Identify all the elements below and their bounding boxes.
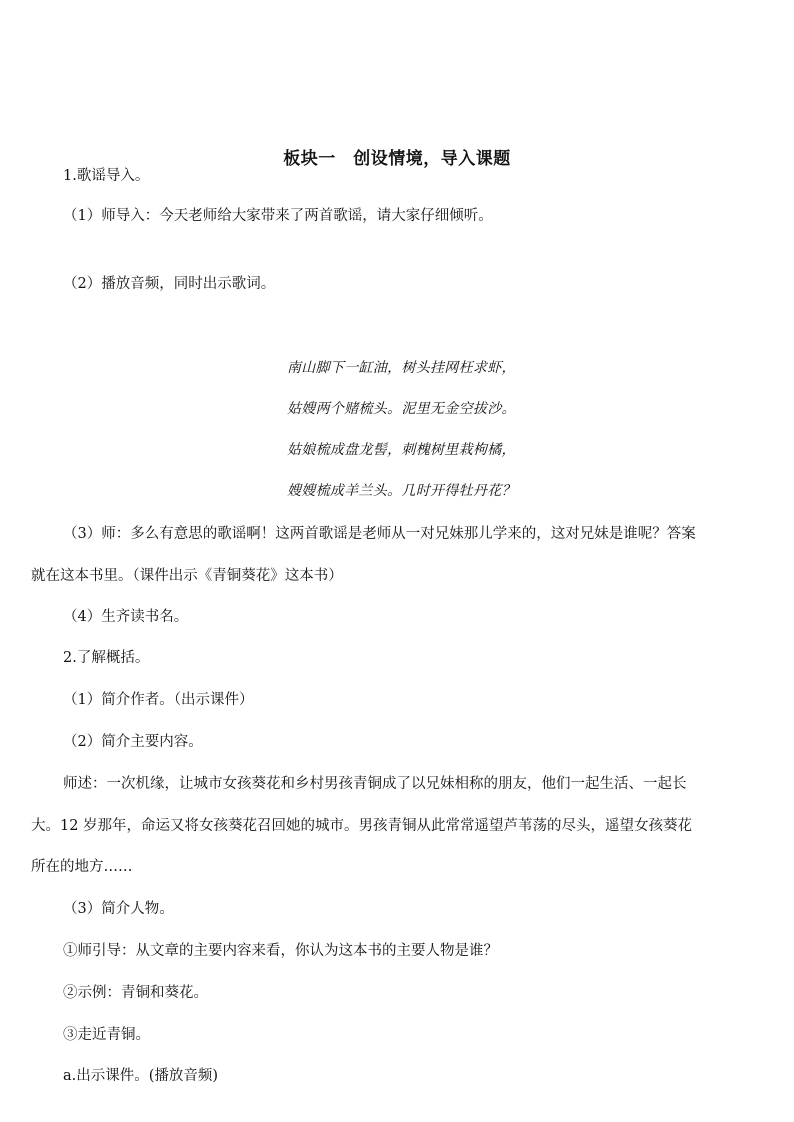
step-character-intro: （3）简介人物。 xyxy=(63,901,174,917)
substep-teacher-guide: ①师引导：从文章的主要内容来看，你认为这本书的主要人物是谁？ xyxy=(63,943,498,959)
teacher-narration: 师述：一次机缘，让城市女孩葵花和乡村男孩青铜成了以兄妹相称的朋友，他们一起生活、一起长 xyxy=(63,776,687,792)
section-heading: 板块一 创设情境，导入课题 xyxy=(283,149,511,169)
substep-show-courseware: a.出示课件。(播放音频) xyxy=(63,1068,219,1084)
poem-line-3: 姑娘梳成盘龙髻，刺槐树里栽枸橘， xyxy=(287,442,516,458)
poem-line-4: 嫂嫂梳成羊兰头。几时开得牡丹花？ xyxy=(287,483,516,499)
substep-example: ②示例：青铜和葵花。 xyxy=(63,985,208,1001)
step-read-title: （4）生齐读书名。 xyxy=(63,609,189,625)
step-teacher-intro: （1）师导入：今天老师给大家带来了两首歌谣，请大家仔细倾听。 xyxy=(63,208,493,224)
step-teacher-question-cont: 就在这本书里。（课件出示《青铜葵花》这本书） xyxy=(31,568,343,584)
poem-line-1: 南山脚下一缸油，树头挂网枉求虾， xyxy=(287,360,516,376)
step-author-intro: （1）简介作者。（出示课件） xyxy=(63,692,254,708)
item-ballad-intro: 1.歌谣导入。 xyxy=(63,168,150,184)
teacher-narration-cont-1: 大。12 岁那年，命运又将女孩葵花召回她的城市。男孩青铜从此常常遥望芦苇荡的尽头，遥望女孩葵花 xyxy=(31,818,693,834)
substep-approach-qingtong: ③走近青铜。 xyxy=(63,1027,150,1043)
teacher-narration-cont-2: 所在的地方…… xyxy=(31,859,133,875)
step-teacher-question: （3）师：多么有意思的歌谣啊！这两首歌谣是老师从一对兄妹那儿学来的，这对兄妹是谁呢？答案 xyxy=(63,526,696,542)
step-content-intro: （2）简介主要内容。 xyxy=(63,734,203,750)
item-overview: 2.了解概括。 xyxy=(63,650,150,666)
poem-line-2: 姑嫂两个赌梳头。泥里无金空拔沙。 xyxy=(287,401,516,417)
step-play-audio: （2）播放音频，同时出示歌词。 xyxy=(63,276,276,292)
